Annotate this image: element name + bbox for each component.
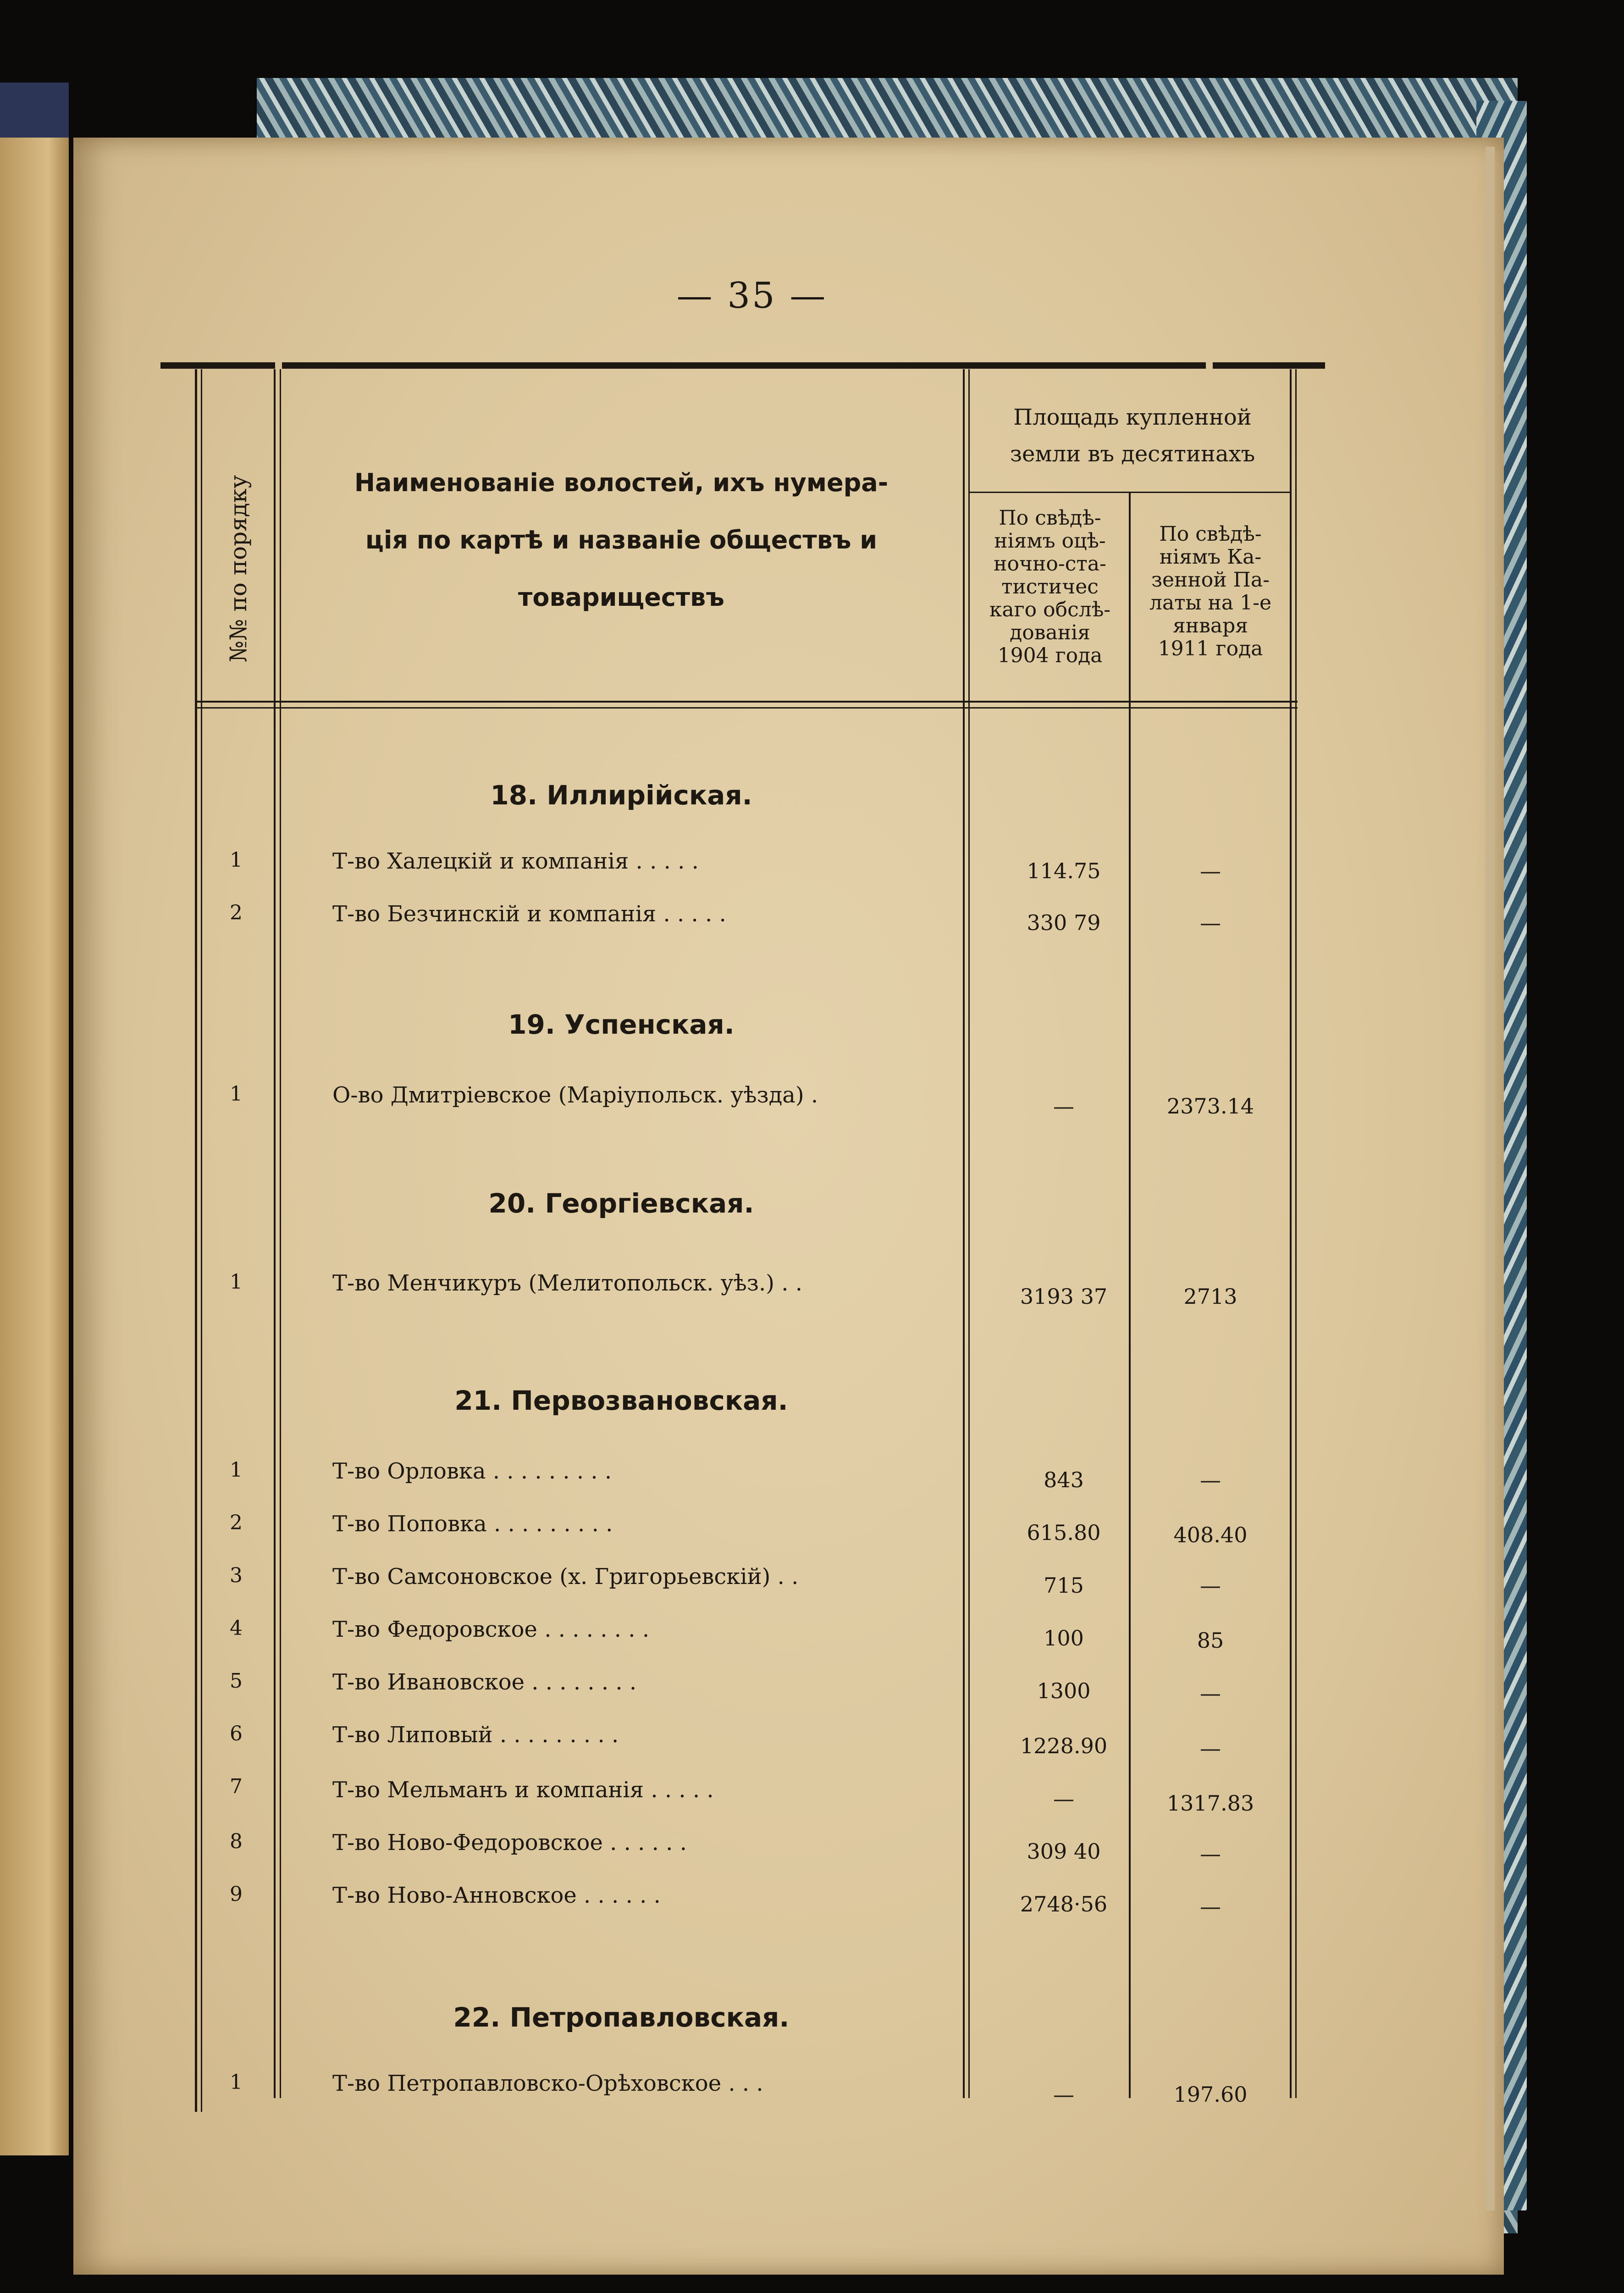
row-name: Т-во Самсоновское (х. Григорьевскій) . . <box>332 1564 799 1590</box>
value-1911: 1317.83 <box>1166 1791 1254 1816</box>
value-1904: 3193 37 <box>1020 1284 1108 1309</box>
row-number: 5 <box>230 1669 243 1693</box>
top-rule-left <box>160 362 275 369</box>
row-name: Т-во Поповка . . . . . . . . . <box>332 1511 613 1537</box>
row-name: Т-во Халецкій и компанія . . . . . <box>332 848 699 874</box>
header-sub-line: тистичес <box>1001 575 1099 598</box>
top-rule-main <box>282 362 1206 369</box>
header-name-line: Наименованіе волостей, ихъ нумера- <box>354 468 889 497</box>
header-sub-line: ніямъ оцѣ- <box>994 529 1106 553</box>
header-sub-line: По свѣдѣ- <box>1159 522 1262 546</box>
value-1904: 100 <box>1044 1626 1084 1651</box>
header-sub-line: По свѣдѣ- <box>999 506 1101 530</box>
value-1904: 843 <box>1044 1468 1084 1492</box>
value-1911: — <box>1200 1736 1221 1761</box>
value-1911: 197.60 <box>1173 2082 1248 2107</box>
value-1904: 114.75 <box>1027 858 1101 883</box>
value-1904: 1300 <box>1037 1678 1091 1703</box>
value-1911: 2373.14 <box>1166 1094 1254 1119</box>
row-number: 9 <box>230 1883 243 1906</box>
value-1911: — <box>1200 910 1221 935</box>
value-1904: — <box>1053 1786 1074 1811</box>
section-title: 21. Первозвановская. <box>454 1385 788 1416</box>
row-number: 4 <box>230 1617 243 1640</box>
header-sub-line: дованія <box>1010 621 1090 644</box>
row-number: 3 <box>230 1564 243 1587</box>
rule-right-2 <box>1295 369 1297 2098</box>
rule-num-1 <box>274 369 276 2098</box>
value-1904: 330 79 <box>1027 910 1101 935</box>
row-name: Т-во Мельманъ и компанія . . . . . <box>332 1777 714 1803</box>
value-1904: 309 40 <box>1027 1839 1101 1864</box>
row-number: 2 <box>230 901 243 925</box>
row-name: Т-во Липовый . . . . . . . . . <box>332 1722 619 1748</box>
header-rule-1 <box>197 701 1298 703</box>
value-1911: 408.40 <box>1173 1523 1248 1547</box>
value-1911: — <box>1200 1468 1221 1492</box>
header-sub-line: зенной Па- <box>1151 568 1270 592</box>
row-number: 2 <box>230 1511 243 1534</box>
row-name: Т-во Ново-Анновское . . . . . . <box>332 1883 661 1908</box>
header-sub-line: января <box>1172 614 1248 637</box>
header-sub-line: 1904 года <box>997 644 1103 667</box>
header-sub-line: латы на 1-е <box>1149 591 1271 615</box>
row-number: 1 <box>230 2071 243 2094</box>
page-number: — 35 — <box>676 275 828 316</box>
header-rule-2 <box>197 707 1298 709</box>
value-1911: — <box>1200 1841 1221 1866</box>
header-sub-1911 <box>1132 523 1288 660</box>
row-name: О-во Дмитріевское (Маріупольск. уѣзда) . <box>332 1082 818 1108</box>
section-title: 18. Иллирійская. <box>490 780 752 811</box>
value-1904: 615.80 <box>1027 1520 1101 1545</box>
top-rule-right <box>1213 362 1325 369</box>
value-1904: 1228.90 <box>1020 1734 1108 1758</box>
value-1911: 85 <box>1197 1628 1224 1653</box>
row-number: 7 <box>230 1775 243 1798</box>
rule-right-1 <box>1290 369 1292 2098</box>
header-area-line: земли въ десятинахъ <box>1010 441 1255 467</box>
value-1911: — <box>1200 1573 1221 1598</box>
value-1911: — <box>1200 1681 1221 1706</box>
header-sub-line: ночно-ста- <box>994 552 1106 576</box>
row-number: 1 <box>230 1458 243 1482</box>
value-1904: 715 <box>1044 1573 1084 1598</box>
row-name: Т-во Безчинскій и компанія . . . . . <box>332 901 726 927</box>
value-1911: — <box>1200 858 1221 883</box>
row-number: 1 <box>230 1270 243 1294</box>
value-1911: — <box>1200 1894 1221 1919</box>
header-sub-line: каго обслѣ- <box>989 598 1111 621</box>
header-name-line: товариществъ <box>518 583 724 612</box>
row-name: Т-во Орловка . . . . . . . . . <box>332 1458 612 1484</box>
rule-num-2 <box>280 369 281 2098</box>
row-number: 6 <box>230 1722 243 1745</box>
left-page-edge <box>0 138 69 2155</box>
header-number-column: №№ по порядку <box>225 475 252 663</box>
rule-name-1 <box>963 369 965 2098</box>
header-name-column <box>284 454 958 626</box>
section-title: 19. Успенская. <box>508 1009 735 1040</box>
row-number: 1 <box>230 1082 243 1106</box>
section-title: 20. Георгіевская. <box>488 1188 754 1219</box>
value-1904: 2748·56 <box>1020 1892 1108 1916</box>
row-name: Т-во Петропавловско-Орѣховское . . . <box>332 2071 763 2096</box>
left-page-binding <box>0 83 69 147</box>
header-area-group <box>972 399 1293 472</box>
page-edge <box>1486 147 1495 2210</box>
header-area-line: Площадь купленной <box>1013 404 1252 430</box>
header-sub-1904 <box>972 507 1128 667</box>
rule-left-inner <box>201 369 202 2112</box>
row-name: Т-во Менчикуръ (Мелитопольск. уѣз.) . . <box>332 1270 802 1296</box>
header-name-line: ція по картѣ и названіе обществъ и <box>365 526 878 554</box>
rule-left-outer <box>195 369 197 2112</box>
value-1904: — <box>1053 1094 1074 1119</box>
row-name: Т-во Федоровское . . . . . . . . <box>332 1617 650 1642</box>
value-1904: — <box>1053 2082 1074 2107</box>
row-number: 1 <box>230 848 243 872</box>
section-title: 22. Петропавловская. <box>453 2002 790 2033</box>
rule-name-2 <box>968 369 970 2098</box>
row-name: Т-во Ивановское . . . . . . . . <box>332 1669 637 1695</box>
value-1911: 2713 <box>1183 1284 1237 1309</box>
header-sub-line: 1911 года <box>1158 637 1263 660</box>
row-name: Т-во Ново-Федоровское . . . . . . <box>332 1830 687 1855</box>
header-sub-line: ніямъ Ка- <box>1159 545 1262 569</box>
row-number: 8 <box>230 1830 243 1853</box>
